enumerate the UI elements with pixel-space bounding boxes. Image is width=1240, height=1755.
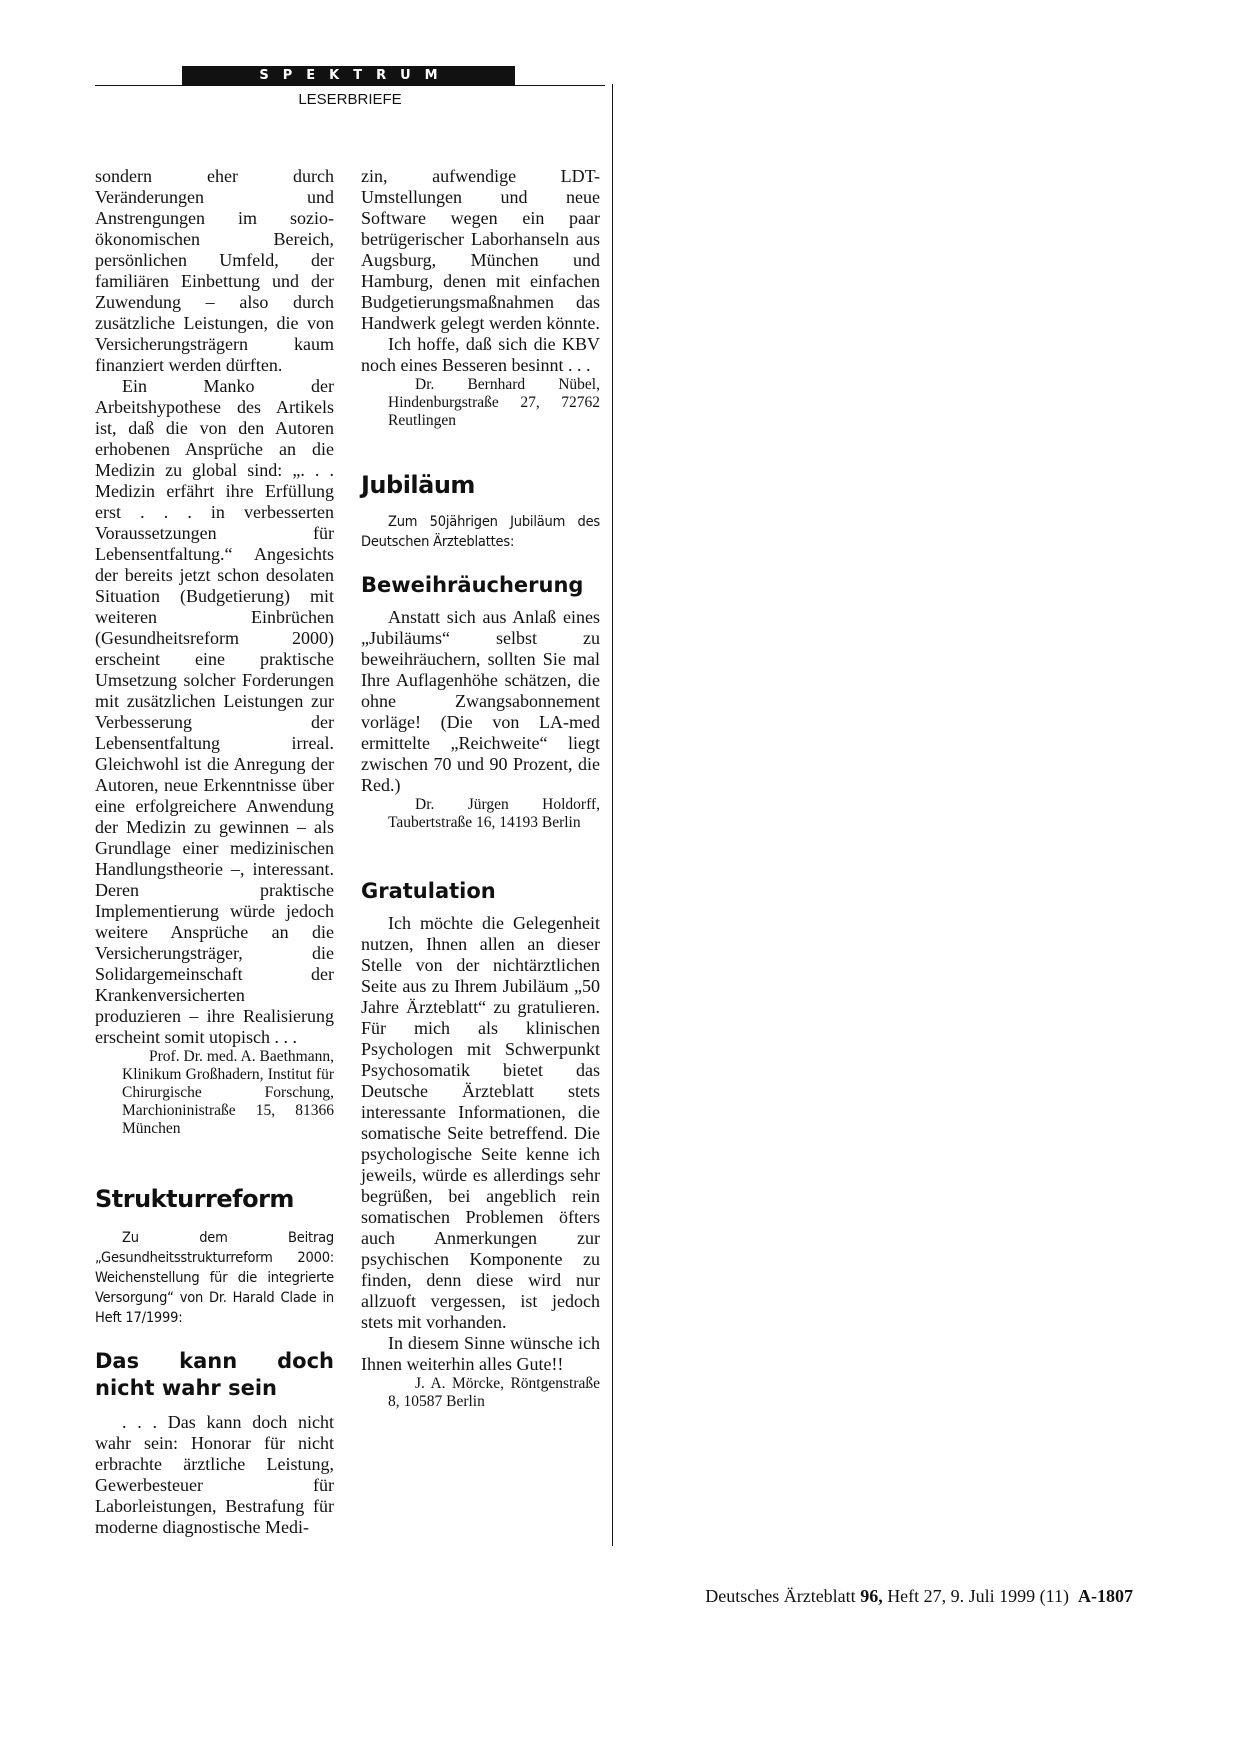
journal-name: Deutsches Ärzteblatt (705, 1586, 856, 1606)
letter-signature: Dr. Jürgen Holdorff, Taubertstraße 16, 14193 Berlin (388, 796, 600, 831)
paragraph: sondern eher durch Veränderungen und Anstrengungen im sozio-ökonomischen Bereich, persönlichen Umfeld, der familiären Einbettung und der Zuwendung – also durch zusätzliche Leistungen, die von Versicherungsträgern kaum finanziert werden dürften. (95, 166, 334, 375)
paragraph: Ein Manko der Arbeitshypothese des Artikels ist, daß die von den Autoren erhobenen Ansprüche an die Medizin zu global sind: „. . . Medizin erfährt ihre Erfüllung erst . . . in verbesserten Voraussetzungen für Lebensentfaltung.“ Angesichts der bereits jetzt schon desolaten Situation (Budgetierung) mit weiteren Einbrüchen (Gesundheitsreform 2000) erscheint eine praktische Umsetzung solcher Forderungen mit zusätzlichen Leistungen zur Verbesserung der Lebensentfaltung irreal. Gleichwohl ist die Anregung der Autoren, neue Erkenntnisse über eine erfolgreichere Anwendung der Medizin zu gewinnen – als Grundlage einer medizinischen Handlungstheorie –, interessant. Deren praktische Implementierung würde jedoch weitere Ansprüche an die Versicherungsträger, die Solidargemeinschaft der Krankenversicherten produzieren – ihre Realisierung erscheint somit utopisch . . . (95, 376, 334, 1047)
section-heading-jubilaeum: Jubiläum (361, 471, 475, 499)
letter-title: Gratulation (361, 879, 496, 903)
paragraph: Ich möchte die Gelegenheit nutzen, Ihnen allen an dieser Stelle von der nichtärztlichen Seite aus zu Ihrem Jubiläum „50 Jahre Ärzteblatt“ zu gratulieren. Für mich als klinischen Psychologen mit Schwerpunkt Psychosomatik bietet das Deutsche Ärzteblatt stets interessante Informationen, die somatische Seite betreffend. Die psychologische Seite kenne ich jeweils, würde es allerdings sehr begrüßen, bei angeblich rein somatischen Problemen öfters auch Anmerkungen zur psychischen Komponente zu finden, denn diese wird nur allzuoft vergessen, ist jedoch stets mit vorhanden. (361, 913, 600, 1332)
paragraph: Ich hoffe, daß sich die KBV noch eines Besseren besinnt . . . (361, 334, 600, 375)
issue-date: Heft 27, 9. Juli 1999 (11) (887, 1586, 1069, 1606)
page-footer (643, 1586, 1133, 1607)
paragraph: . . . Das kann doch nicht wahr sein: Honorar für nicht erbrachte ärztliche Leistung, Gewerbesteuer für Laborleistungen, Bestrafung für moderne diagnostische Medi- (95, 1412, 334, 1537)
letter-title: Beweihräucherung (361, 573, 584, 597)
column-divider (612, 84, 613, 1546)
article-reference: Zum 50jährigen Jubiläum des Deutschen Ärzteblattes: (361, 514, 600, 550)
section-label: SPEKTRUM (182, 66, 515, 85)
paragraph: In diesem Sinne wünsche ich Ihnen weiterhin alles Gute!! (361, 1333, 600, 1374)
paragraph: zin, aufwendige LDT-Umstellungen und neue Software wegen ein paar betrügerischer Laborhanseln aus Augsburg, München und Hamburg, denen mit einfachen Budgetierungsmaßnahmen das Handwerk gelegt werden könnte. (361, 166, 600, 333)
subsection-label: LESERBRIEFE (298, 91, 402, 108)
column-left (95, 166, 334, 1538)
paragraph: Anstatt sich aus Anlaß eines „Jubiläums“ selbst zu beweihräuchern, sollten Sie mal Ihre Auflagenhöhe schätzen, die ohne Zwangsabonnement vorläge! (Die von LA-med ermittelte „Reichweite“ liegt zwischen 70 und 90 Prozent, die Red.) (361, 607, 600, 795)
page-number: A-1807 (1078, 1586, 1133, 1606)
volume: 96, (860, 1586, 883, 1606)
letter-signature: Dr. Bernhard Nübel, Hindenburgstraße 27, 72762 Reutlingen (388, 376, 600, 429)
section-heading-strukturreform: Strukturreform (95, 1185, 294, 1213)
header-rule (95, 85, 605, 86)
letter-title: Das kann doch nicht wahr sein (95, 1349, 334, 1400)
letter-signature: J. A. Mörcke, Röntgenstraße 8, 10587 Berlin (388, 1375, 600, 1410)
letter-signature: Prof. Dr. med. A. Baethmann, Klinikum Großhadern, Institut für Chirurgische Forschung, Marchioninistraße 15, 81366 München (122, 1048, 334, 1137)
column-right (361, 166, 600, 1411)
article-reference: Zu dem Beitrag „Gesundheitsstrukturreform 2000: Weichenstellung für die integrierte Versorgung“ von Dr. Harald Clade in Heft 17/1999: (95, 1230, 334, 1326)
